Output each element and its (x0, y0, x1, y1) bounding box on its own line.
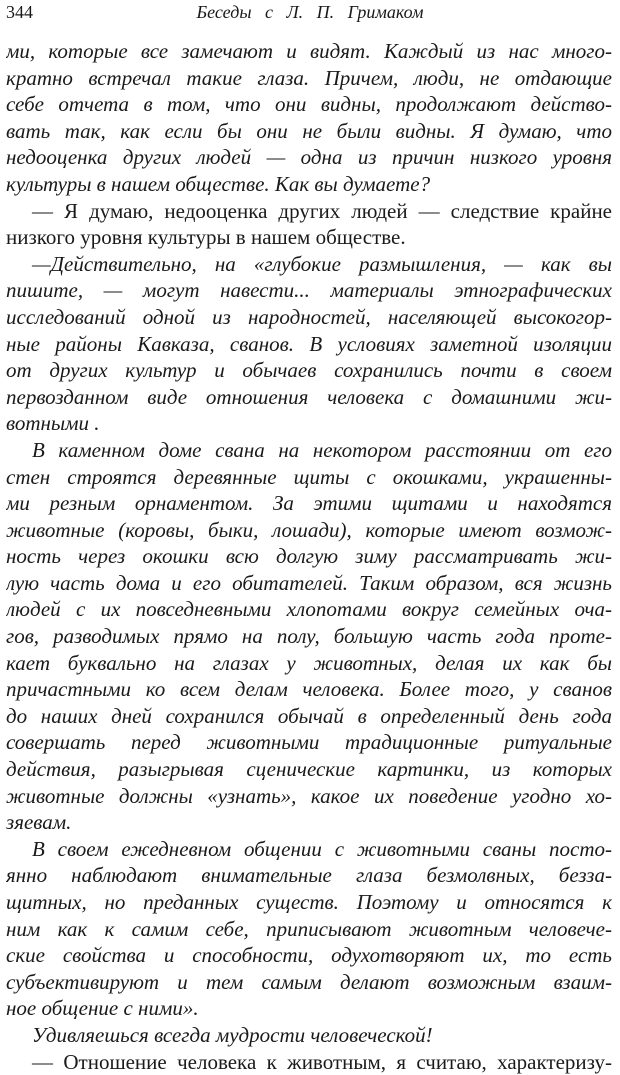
text-line: ное общение с ними». (6, 996, 199, 1021)
text-line: действия, разыгрывая сценические картинки, из которых (6, 757, 612, 782)
text-line: ские свойства и способности, одухотворяют их, то есть (6, 943, 612, 968)
text-line: ность через окошки всю долгую зиму рассматривать жи- (6, 544, 612, 569)
running-title: Беседы с Л. П. Гримаком (196, 2, 424, 22)
text-line: ми, которые все замечают и видят. Каждый из нас много- (6, 39, 612, 63)
text-line: первозданном виде отношения человека с домашними жи- (6, 384, 612, 409)
text-line: лую часть дома и его обитателей. Таким образом, вся жизнь (6, 570, 612, 595)
text-line: себе отчета в том, что они видны, продолжают действо- (6, 92, 612, 117)
text-line: — Я думаю, недооценка других людей — следствие крайне (32, 198, 612, 223)
text-line: — Отношение человека к животным, я считаю, характеризу- (32, 1049, 612, 1074)
text-line: стен строятся деревянные щиты с окошками, украшенны- (6, 464, 612, 489)
text-line: щитных, но преданных существ. Поэтому и относятся к (6, 890, 612, 914)
text-line: кает буквально на глазах у животных, делая их как бы (6, 650, 612, 675)
text-line: низкого уровня культуры в нашем обществе. (6, 225, 406, 250)
text-line: пишите, — могут навести... материалы этнографических (6, 278, 612, 303)
text-line: недооценка других людей — одна из причин низкого уровня (6, 145, 612, 170)
text-line: животные (коровы, быки, лошади), которые имеют возмож- (6, 517, 612, 542)
text-line: ные районы Кавказа, сванов. В условиях заметной изоляции (6, 331, 612, 356)
page-header (0, 0, 620, 28)
text-line: причастными ко всем делам человека. Более того, у сванов (6, 677, 612, 702)
text-line: ним как к самим себе, приписывают животным человече- (6, 916, 612, 941)
text-line: культуры в нашем обществе. Как вы думаете? (6, 171, 431, 196)
text-line: зяевам. (6, 810, 72, 835)
text-line: Удивляешься всегда мудрости человеческой! (32, 1022, 433, 1047)
text-line: совершать перед животными традиционные ритуальные (6, 730, 612, 755)
text-line: людей с их повседневными хлопотами вокруг семейных оча- (6, 597, 612, 622)
text-line: —Действительно, на «глубокие размышления, — как вы (32, 251, 612, 276)
text-line: вотными . (6, 411, 100, 436)
text-line: от других культур и обычаев сохранились почти в своем (6, 358, 612, 383)
text-line: вать так, как если бы они не были видны. Я думаю, что (6, 118, 612, 143)
text-body (6, 38, 612, 1075)
text-line: кратно встречал такие глаза. Причем, люди, не отдающие (6, 65, 612, 90)
text-line: В своем ежедневном общении с животными сваны посто- (32, 836, 612, 861)
text-line: янно наблюдают внимательные глаза безмолвных, безза- (6, 863, 612, 888)
text-line: до наших дней сохранился обычай в определенный день года (6, 703, 612, 728)
text-line: В каменном доме свана на некотором расстоянии от его (32, 437, 612, 462)
page-number: 344 (6, 2, 33, 22)
text-line: ми резным орнаментом. За этими щитами и находятся (6, 491, 612, 516)
text-line: субъективируют и тем самым делают возможным взаим- (6, 969, 612, 994)
text-line: гов, разводимых прямо на полу, большую часть года проте- (6, 624, 612, 649)
text-line: животные должны «узнать», какое их поведение угодно хо- (6, 783, 612, 808)
text-line: исследований одной из народностей, населяющей высокогор- (6, 304, 612, 329)
